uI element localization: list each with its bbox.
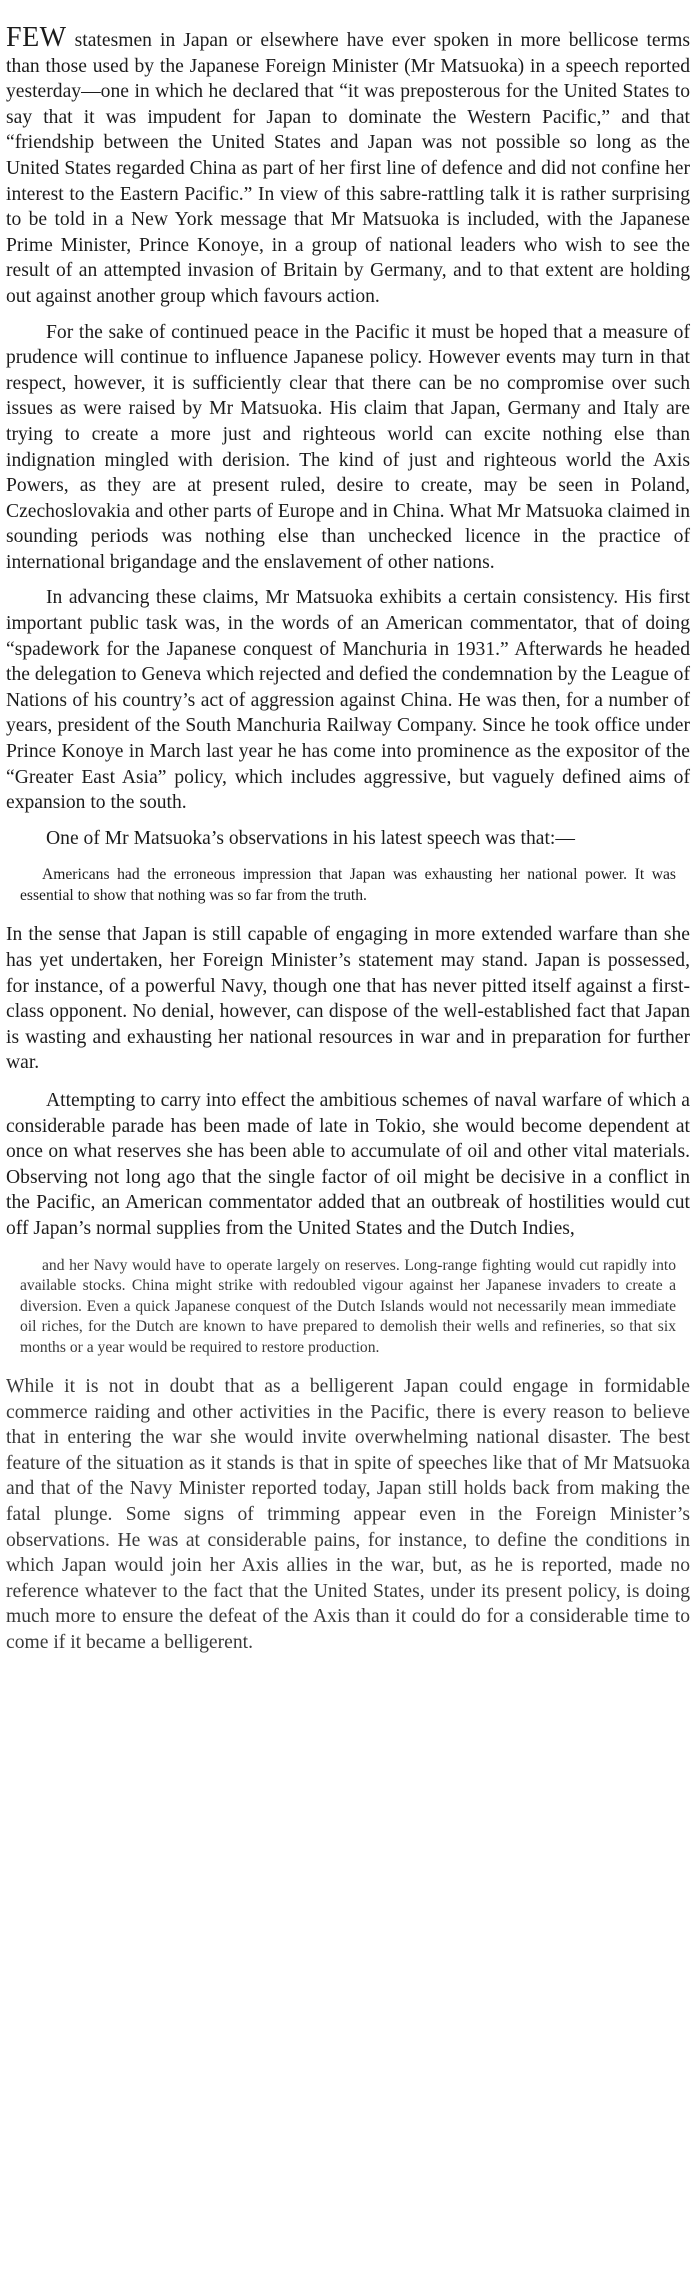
paragraph-7: While it is not in doubt that as a belligerent Japan could engage in formidable commerce raiding and other activities in the Pacific, there is every reason to believe that in entering the war she would invite overwhelming national disaster. The best feature of the situation as it stands is that in spite of speeches like that of Mr Matsuoka and that of the Navy Minister reported today, Japan still holds back from making the fatal plunge. Some signs of trimming appear even in the Foreign Minister’s observations. He was at considerable pains, for instance, to define the conditions in which Japan would join her Axis allies in the war, but, as he is reported, made no reference whatever to the fact that the United States, under its present policy, is doing much more to ensure the defeat of the Axis than it could do for a considerable time to come if it became a belligerent. — [6, 1376, 690, 1653]
paragraph-3: In advancing these claims, Mr Matsuoka exhibits a certain consistency. His first important public task was, in the words of an American commentator, that of doing “spadework for the Japanese conquest of Manchuria in 1931.” Afterwards he headed the delegation to Geneva which rejected and defied the condemnation by the League of Nations of his country’s act of aggression against China. He was then, for a number of years, president of the South Manchuria Railway Company. Since he took office under Prince Konoye in March last year he has come into prominence as the expositor of the “Greater East Asia” policy, which includes aggressive, but vaguely defined aims of expansion to the south. — [6, 587, 690, 814]
block-quote-1: Americans had the erroneous impression that Japan was exhausting her national power. It was essential to show that nothing was so far from the truth. — [20, 866, 676, 904]
paragraph-1-text: statesmen in Japan or elsewhere have ever spoken in more bellicose terms than those used by the Japanese Foreign Minister (Mr Matsuoka) in a speech reported yesterday—one in which he declared that “it was preposterous for the United States to say that it was impudent for Japan to dominate the Western Pacific,” and that “friendship between the United States and Japan was not possible so long as the United States regarded China as part of her first line of defence and did not confine her interest to the Eastern Pacific.” In view of this sabre-rattling talk it is rather surprising to be told in a New York message that Mr Matsuoka is included, with the Japanese Prime Minister, Prince Konoye, in a group of national leaders who wish to see the result of an attempted invasion of Britain by Germany, and to that extent are holding out against another group which favours action. — [6, 30, 690, 307]
block-quote-2: and her Navy would have to operate largely on reserves. Long-range fighting would cut rapidly into available stocks. China might strike with redoubled vigour against her Japanese invaders to create a diversion. Even a quick Japanese conquest of the Dutch Islands would not necessarily mean immediate oil riches, for the Dutch are known to have prepared to demolish their wells and refineries, so that six months or a year would be required to restore production. — [20, 1256, 676, 1356]
paragraph-6: Attempting to carry into effect the ambitious schemes of naval warfare of which a considerable parade has been made of late in Tokio, she would become dependent at once on what reserves she has been able to accumulate of oil and other vital materials. Observing not long ago that the single factor of oil might be decisive in a conflict in the Pacific, an American commentator added that an outbreak of hostilities would cut off Japan’s normal supplies from the United States and the Dutch Indies, — [6, 1089, 690, 1239]
paragraph-4: One of Mr Matsuoka’s observations in his latest speech was that:— — [46, 827, 575, 849]
paragraph-5: In the sense that Japan is still capable of engaging in more extended warfare than she has yet undertaken, her Foreign Minister’s statement may stand. Japan is possessed, for instance, of a powerful Navy, though one that has never pitted itself against a first-class opponent. No denial, however, can dispose of the well-established fact that Japan is wasting and exhausting her national resources in war and in preparation for further war. — [6, 924, 690, 1074]
paragraph-1 — [6, 22, 690, 310]
drop-cap: FEW — [6, 22, 67, 53]
paragraph-2: For the sake of continued peace in the Pacific it must be hoped that a measure of prudence will continue to influence Japanese policy. However events may turn in that respect, however, it is sufficiently clear that there can be no compromise over such issues as were raised by Mr Matsuoka. His claim that Japan, Germany and Italy are trying to create a more just and righteous world can excite nothing else than indignation mingled with derision. The kind of just and righteous world the Axis Powers, as they are at present ruled, desire to create, may be seen in Poland, Czechoslovakia and other parts of Europe and in China. What Mr Matsuoka claimed in sounding periods was nothing else than unchecked licence in the practice of international brigandage and the enslavement of other nations. — [6, 321, 690, 573]
